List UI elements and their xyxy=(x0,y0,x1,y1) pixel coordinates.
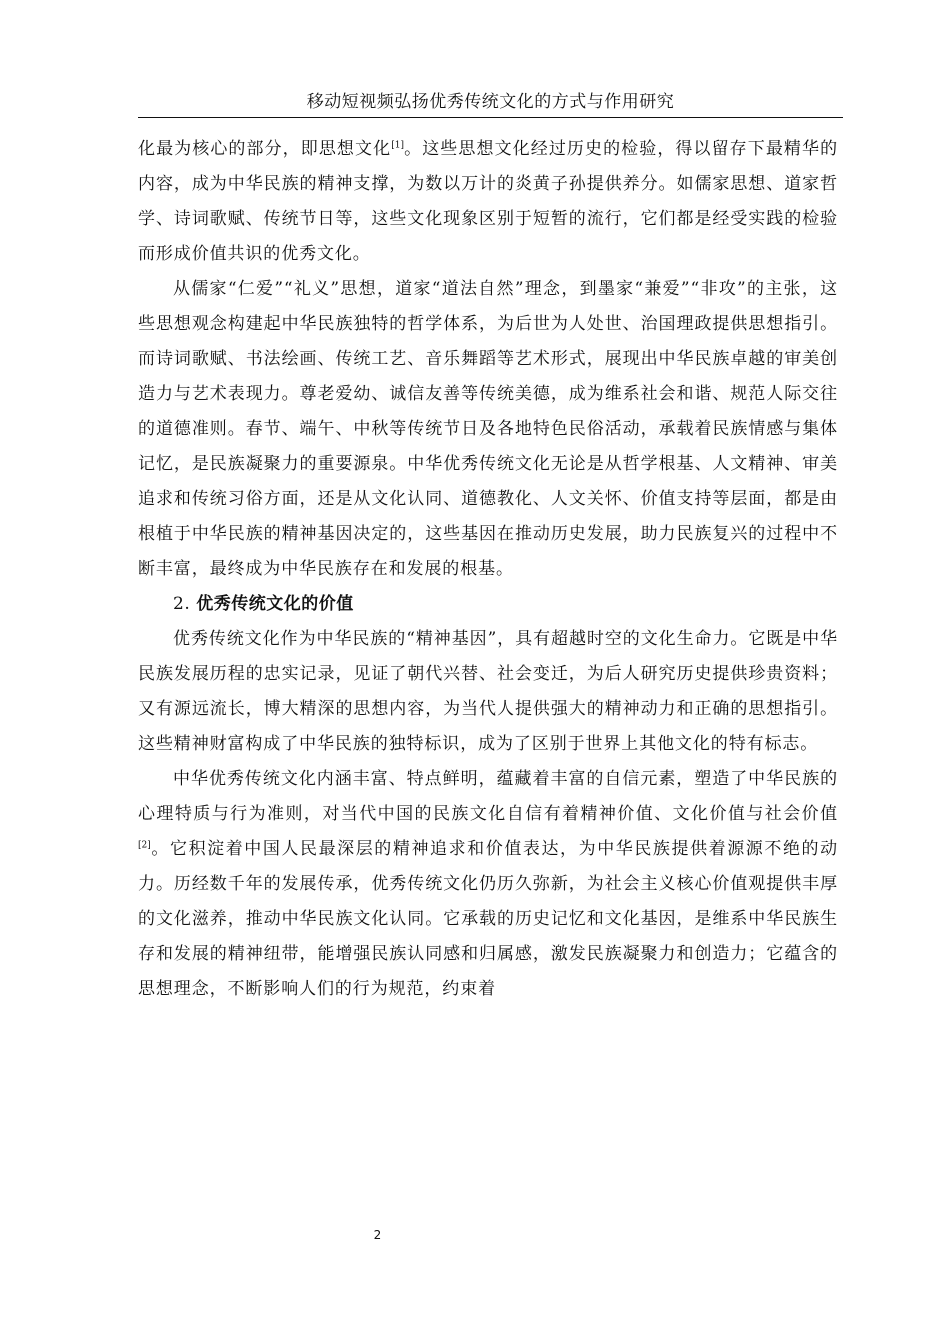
paragraph: 从儒家“仁爱”“礼义”思想，道家“道法自然”理念，到墨家“兼爱”“非攻”的主张，这些思想观念构建起中华民族独特的哲学体系，为后世为人处世、治国理政提供思想指引。而诗词歌赋、书法绘画、传统工艺、音乐舞蹈等艺术形式，展现出中华民族卓越的审美创造力与艺术表现力。尊老爱幼、诚信友善等传统美德，成为维系社会和谐、规范人际交往的道德准则。春节、端午、中秋等传统节日及各地特色民俗活动，承载着民族情感与集体记忆，是民族凝聚力的重要源泉。中华优秀传统文化无论是从哲学根基、人文精神、审美追求和传统习俗方面，还是从文化认同、道德教化、人文关怀、价值支持等层面，都是由根植于中华民族的精神基因决定的，这些基因在推动历史发展，助力民族复兴的过程中不断丰富，最终成为中华民族存在和发展的根基。 xyxy=(138,279,838,579)
paragraph-text: 化最为核心的部分，即思想文化 xyxy=(138,139,392,159)
paragraph-text: 。它积淀着中国人民最深层的精神追求和价值表达，为中华民族提供着源源不绝的动力。历经数千年的发展传承，优秀传统文化仍历久弥新，为社会主义核心价值观提供丰厚的文化滋养，推动中华民族文化认同。它承载的历史记忆和文化基因，是维系中华民族生存和发展的精神纽带，能增强民族认同感和归属感，激发民族凝聚力和创造力；它蕴含的思想理念，不断影响人们的行为规范，约束着 xyxy=(138,839,838,999)
page-number: 2 xyxy=(373,1228,382,1242)
running-header: 移动短视频弘扬优秀传统文化的方式与作用研究 xyxy=(306,92,675,112)
section-number: 2. xyxy=(173,594,191,614)
citation-2[interactable]: [2] xyxy=(138,840,151,851)
paragraph-continued xyxy=(138,132,838,272)
paragraph-text: 中华优秀传统文化内涵丰富、特点鲜明，蕴藏着丰富的自信元素，塑造了中华民族的心理特质与行为准则，对当代中国的民族文化自信有着精神价值、文化价值与社会价值 xyxy=(138,769,838,824)
section-heading xyxy=(138,587,838,622)
paragraph-text: 。这些思想文化经过历史的检验，得以留存下最精华的内容，成为中华民族的精神支撑，为数以万计的炎黄子孙提供养分。如儒家思想、道家哲学、诗词歌赋、传统节日等，这些文化现象区别于短暂的流行，它们都是经受实践的检验而形成价值共识的优秀文化。 xyxy=(138,139,838,264)
citation-1[interactable]: [1] xyxy=(391,140,404,151)
section-title: 优秀传统文化的价值 xyxy=(196,594,354,614)
paragraph: 优秀传统文化作为中华民族的“精神基因”，具有超越时空的文化生命力。它既是中华民族发展历程的忠实记录，见证了朝代兴替、社会变迁，为后人研究历史提供珍贵资料；又有源远流长，博大精深的思想内容，为当代人提供强大的精神动力和正确的思想指引。这些精神财富构成了中华民族的独特标识，成为了区别于世界上其他文化的特有标志。 xyxy=(138,629,838,754)
paragraph xyxy=(138,762,838,1007)
body-text xyxy=(138,132,838,1007)
header-rule xyxy=(138,117,843,118)
